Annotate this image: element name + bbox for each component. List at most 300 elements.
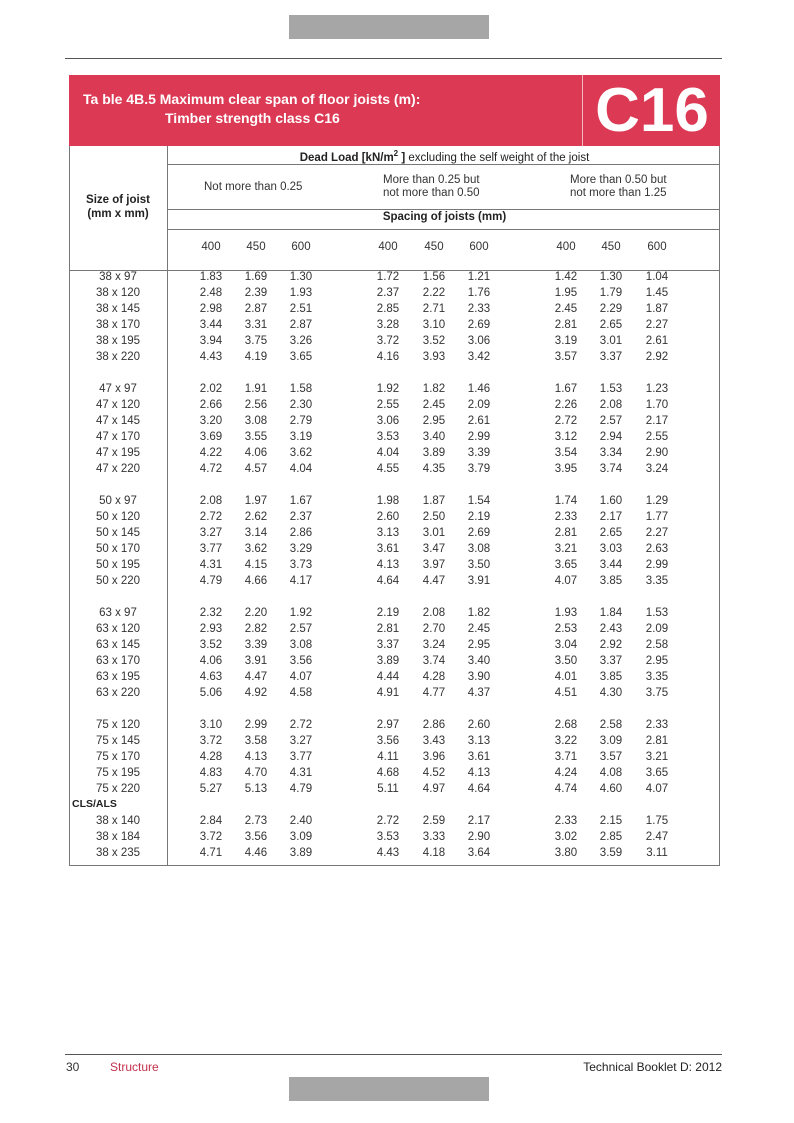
table-bottom-border bbox=[69, 865, 720, 866]
span-value: 4.77 bbox=[422, 687, 446, 699]
span-value: 3.08 bbox=[289, 639, 313, 651]
joist-size: 38 x 140 bbox=[95, 815, 141, 827]
table-title: Ta ble 4B.5 Maximum clear span of floor joists (m): bbox=[83, 91, 421, 107]
span-value: 4.97 bbox=[422, 783, 446, 795]
span-value: 2.65 bbox=[599, 319, 623, 331]
footer-rule bbox=[65, 1054, 722, 1055]
span-value: 4.47 bbox=[244, 671, 268, 683]
span-value: 4.13 bbox=[376, 559, 400, 571]
table-row bbox=[69, 846, 720, 862]
joist-size: 63 x 145 bbox=[95, 639, 141, 651]
span-value: 3.58 bbox=[244, 735, 268, 747]
span-value: 3.72 bbox=[199, 735, 223, 747]
load-range-header bbox=[570, 174, 667, 200]
cls-als-label: CLS/ALS bbox=[72, 798, 117, 810]
span-value: 5.11 bbox=[377, 783, 399, 795]
span-value: 2.62 bbox=[244, 511, 268, 523]
span-value: 3.89 bbox=[289, 847, 313, 859]
booklet-name: Technical Booklet D: 2012 bbox=[583, 1060, 722, 1074]
span-value: 2.79 bbox=[289, 415, 313, 427]
spacing-value: 600 bbox=[469, 241, 489, 253]
span-value: 4.18 bbox=[422, 847, 446, 859]
span-value: 1.54 bbox=[467, 495, 491, 507]
span-value: 2.81 bbox=[554, 527, 578, 539]
table-row bbox=[69, 430, 720, 446]
span-value: 2.86 bbox=[422, 719, 446, 731]
span-value: 3.13 bbox=[467, 735, 491, 747]
span-value: 2.27 bbox=[645, 319, 669, 331]
span-value: 3.74 bbox=[599, 463, 623, 475]
span-value: 5.06 bbox=[199, 687, 223, 699]
span-value: 4.43 bbox=[376, 847, 400, 859]
span-value: 1.97 bbox=[244, 495, 268, 507]
span-value: 3.62 bbox=[244, 543, 268, 555]
span-value: 3.40 bbox=[467, 655, 491, 667]
footer-placeholder-bar bbox=[289, 1077, 489, 1101]
span-value: 1.77 bbox=[645, 511, 669, 523]
joist-size: 38 x 120 bbox=[95, 287, 141, 299]
span-value: 4.19 bbox=[244, 351, 268, 363]
span-value: 2.50 bbox=[422, 511, 446, 523]
span-value: 1.72 bbox=[376, 271, 400, 283]
span-value: 3.43 bbox=[422, 735, 446, 747]
span-value: 4.22 bbox=[199, 447, 223, 459]
span-value: 3.09 bbox=[289, 831, 313, 843]
span-value: 3.28 bbox=[376, 319, 400, 331]
joist-size: 50 x 220 bbox=[95, 575, 141, 587]
span-value: 2.94 bbox=[599, 431, 623, 443]
span-value: 5.13 bbox=[244, 783, 268, 795]
span-value: 2.72 bbox=[289, 719, 313, 731]
span-value: 3.53 bbox=[376, 831, 400, 843]
table-row bbox=[69, 782, 720, 798]
span-value: 3.02 bbox=[554, 831, 578, 843]
table-row bbox=[69, 462, 720, 478]
span-value: 3.08 bbox=[467, 543, 491, 555]
load-range-line1: Not more than 0.25 bbox=[204, 181, 303, 193]
span-value: 2.68 bbox=[554, 719, 578, 731]
span-value: 4.31 bbox=[289, 767, 313, 779]
span-value: 4.47 bbox=[422, 575, 446, 587]
span-value: 3.73 bbox=[289, 559, 313, 571]
spacing-value: 450 bbox=[246, 241, 266, 253]
span-value: 4.68 bbox=[376, 767, 400, 779]
span-value: 4.13 bbox=[467, 767, 491, 779]
span-value: 3.54 bbox=[554, 447, 578, 459]
load-range-line1: More than 0.50 but bbox=[570, 174, 667, 186]
spacing-value: 600 bbox=[291, 241, 311, 253]
span-value: 3.21 bbox=[554, 543, 578, 555]
span-value: 3.91 bbox=[244, 655, 268, 667]
span-value: 3.80 bbox=[554, 847, 578, 859]
span-value: 2.92 bbox=[599, 639, 623, 651]
span-value: 2.22 bbox=[422, 287, 446, 299]
span-value: 1.93 bbox=[554, 607, 578, 619]
span-value: 4.06 bbox=[199, 655, 223, 667]
span-value: 2.33 bbox=[467, 303, 491, 315]
joist-size: 47 x 120 bbox=[95, 399, 141, 411]
span-value: 3.24 bbox=[645, 463, 669, 475]
table-row bbox=[69, 638, 720, 654]
span-value: 1.04 bbox=[645, 271, 669, 283]
span-value: 3.27 bbox=[289, 735, 313, 747]
span-value: 1.95 bbox=[554, 287, 578, 299]
size-header-line2: (mm x mm) bbox=[87, 208, 149, 220]
joist-size: 63 x 220 bbox=[95, 687, 141, 699]
span-value: 2.29 bbox=[599, 303, 623, 315]
span-value: 3.57 bbox=[554, 351, 578, 363]
span-value: 2.85 bbox=[376, 303, 400, 315]
span-value: 2.95 bbox=[467, 639, 491, 651]
table-row bbox=[69, 286, 720, 302]
span-value: 2.55 bbox=[376, 399, 400, 411]
group-label-row bbox=[69, 798, 720, 814]
span-value: 2.81 bbox=[376, 623, 400, 635]
span-value: 1.75 bbox=[645, 815, 669, 827]
span-value: 2.51 bbox=[289, 303, 313, 315]
span-value: 4.71 bbox=[199, 847, 223, 859]
joist-size: 75 x 120 bbox=[95, 719, 141, 731]
spacing-value: 400 bbox=[201, 241, 221, 253]
span-value: 2.61 bbox=[645, 335, 669, 347]
span-value: 4.44 bbox=[376, 671, 400, 683]
span-value: 2.37 bbox=[289, 511, 313, 523]
span-value: 2.09 bbox=[467, 399, 491, 411]
span-value: 4.24 bbox=[554, 767, 578, 779]
span-value: 2.59 bbox=[422, 815, 446, 827]
span-value: 4.11 bbox=[377, 751, 399, 763]
span-value: 2.17 bbox=[645, 415, 669, 427]
span-value: 4.83 bbox=[199, 767, 223, 779]
span-value: 4.37 bbox=[467, 687, 491, 699]
table-row bbox=[69, 398, 720, 414]
span-value: 2.17 bbox=[467, 815, 491, 827]
table-row bbox=[69, 382, 720, 398]
span-value: 2.81 bbox=[645, 735, 669, 747]
joist-size: 47 x 195 bbox=[95, 447, 141, 459]
dead-load-bold-end: ] bbox=[398, 151, 406, 164]
span-value: 4.13 bbox=[244, 751, 268, 763]
span-value: 4.46 bbox=[244, 847, 268, 859]
span-value: 3.65 bbox=[554, 559, 578, 571]
span-value: 4.04 bbox=[376, 447, 400, 459]
table-row bbox=[69, 606, 720, 622]
load-range-line1: More than 0.25 but bbox=[383, 174, 480, 186]
joist-size: 50 x 145 bbox=[95, 527, 141, 539]
span-value: 2.08 bbox=[422, 607, 446, 619]
span-value: 2.47 bbox=[645, 831, 669, 843]
table-row bbox=[69, 526, 720, 542]
span-value: 4.35 bbox=[422, 463, 446, 475]
span-value: 2.45 bbox=[422, 399, 446, 411]
spacing-value: 400 bbox=[556, 241, 576, 253]
span-value: 2.53 bbox=[554, 623, 578, 635]
span-value: 3.57 bbox=[599, 751, 623, 763]
span-value: 2.84 bbox=[199, 815, 223, 827]
section-name: Structure bbox=[110, 1060, 159, 1074]
span-value: 4.07 bbox=[645, 783, 669, 795]
span-value: 2.48 bbox=[199, 287, 223, 299]
span-value: 4.57 bbox=[244, 463, 268, 475]
span-value: 1.79 bbox=[599, 287, 623, 299]
span-value: 1.92 bbox=[376, 383, 400, 395]
span-value: 3.35 bbox=[645, 575, 669, 587]
span-value: 3.39 bbox=[467, 447, 491, 459]
span-value: 3.72 bbox=[199, 831, 223, 843]
span-value: 3.79 bbox=[467, 463, 491, 475]
span-value: 3.37 bbox=[599, 655, 623, 667]
table-row bbox=[69, 622, 720, 638]
joist-size: 50 x 170 bbox=[95, 543, 141, 555]
header-placeholder-bar bbox=[289, 15, 489, 39]
table-row bbox=[69, 654, 720, 670]
span-value: 2.19 bbox=[376, 607, 400, 619]
span-value: 1.98 bbox=[376, 495, 400, 507]
joist-size: 50 x 97 bbox=[99, 495, 137, 507]
span-value: 2.58 bbox=[645, 639, 669, 651]
span-value: 3.01 bbox=[422, 527, 446, 539]
span-value: 1.76 bbox=[467, 287, 491, 299]
joist-size: 75 x 145 bbox=[95, 735, 141, 747]
span-value: 2.60 bbox=[467, 719, 491, 731]
span-value: 3.34 bbox=[599, 447, 623, 459]
joist-size: 47 x 97 bbox=[99, 383, 137, 395]
header-rule bbox=[65, 58, 722, 59]
dead-load-bold: Dead Load [kN/m bbox=[299, 151, 394, 164]
span-value: 3.95 bbox=[554, 463, 578, 475]
joist-size: 47 x 145 bbox=[95, 415, 141, 427]
span-value: 2.56 bbox=[244, 399, 268, 411]
joist-size: 47 x 170 bbox=[95, 431, 141, 443]
span-value: 3.77 bbox=[199, 543, 223, 555]
span-value: 3.09 bbox=[599, 735, 623, 747]
span-value: 2.85 bbox=[599, 831, 623, 843]
table-row bbox=[69, 814, 720, 830]
span-value: 3.71 bbox=[554, 751, 578, 763]
joist-size: 75 x 220 bbox=[95, 783, 141, 795]
joist-size: 47 x 220 bbox=[95, 463, 141, 475]
table-row bbox=[69, 542, 720, 558]
span-value: 2.99 bbox=[467, 431, 491, 443]
joist-size: 38 x 184 bbox=[95, 831, 141, 843]
span-value: 2.37 bbox=[376, 287, 400, 299]
span-value: 1.46 bbox=[467, 383, 491, 395]
size-header-line1: Size of joist bbox=[86, 194, 150, 206]
span-value: 1.87 bbox=[645, 303, 669, 315]
span-value: 3.44 bbox=[199, 319, 223, 331]
span-value: 3.69 bbox=[199, 431, 223, 443]
span-value: 3.97 bbox=[422, 559, 446, 571]
span-value: 2.99 bbox=[244, 719, 268, 731]
span-value: 4.70 bbox=[244, 767, 268, 779]
span-value: 2.69 bbox=[467, 527, 491, 539]
span-value: 1.70 bbox=[645, 399, 669, 411]
joist-size: 63 x 120 bbox=[95, 623, 141, 635]
span-value: 3.21 bbox=[645, 751, 669, 763]
span-value: 1.84 bbox=[599, 607, 623, 619]
span-value: 2.98 bbox=[199, 303, 223, 315]
dead-load-note: excluding the self weight of the joist bbox=[405, 151, 590, 164]
table-row bbox=[69, 686, 720, 702]
span-value: 1.30 bbox=[289, 271, 313, 283]
joist-size: 63 x 170 bbox=[95, 655, 141, 667]
span-value: 3.14 bbox=[244, 527, 268, 539]
span-value: 2.97 bbox=[376, 719, 400, 731]
strength-class-code: C16 bbox=[595, 76, 709, 145]
span-value: 2.45 bbox=[467, 623, 491, 635]
span-value: 1.42 bbox=[554, 271, 578, 283]
span-value: 1.29 bbox=[645, 495, 669, 507]
joist-size: 38 x 195 bbox=[95, 335, 141, 347]
span-value: 1.82 bbox=[467, 607, 491, 619]
spacing-value: 450 bbox=[424, 241, 444, 253]
span-value: 2.55 bbox=[645, 431, 669, 443]
span-value: 3.96 bbox=[422, 751, 446, 763]
span-value: 3.89 bbox=[376, 655, 400, 667]
span-value: 3.85 bbox=[599, 575, 623, 587]
span-value: 4.91 bbox=[376, 687, 400, 699]
span-value: 2.95 bbox=[422, 415, 446, 427]
span-value: 4.04 bbox=[289, 463, 313, 475]
table-row bbox=[69, 318, 720, 334]
joist-size: 50 x 195 bbox=[95, 559, 141, 571]
span-value: 2.27 bbox=[645, 527, 669, 539]
span-value: 3.56 bbox=[376, 735, 400, 747]
span-value: 3.94 bbox=[199, 335, 223, 347]
span-value: 3.64 bbox=[467, 847, 491, 859]
span-value: 3.10 bbox=[199, 719, 223, 731]
span-value: 3.72 bbox=[376, 335, 400, 347]
span-value: 2.33 bbox=[645, 719, 669, 731]
span-value: 2.71 bbox=[422, 303, 446, 315]
span-value: 3.75 bbox=[645, 687, 669, 699]
span-value: 3.11 bbox=[646, 847, 668, 859]
span-value: 1.67 bbox=[289, 495, 313, 507]
span-value: 4.72 bbox=[199, 463, 223, 475]
span-value: 3.93 bbox=[422, 351, 446, 363]
page-number: 30 bbox=[66, 1060, 80, 1074]
span-value: 5.27 bbox=[199, 783, 223, 795]
span-value: 2.57 bbox=[289, 623, 313, 635]
span-value: 2.69 bbox=[467, 319, 491, 331]
table-row bbox=[69, 446, 720, 462]
table-row bbox=[69, 750, 720, 766]
span-value: 2.45 bbox=[554, 303, 578, 315]
table-row bbox=[69, 510, 720, 526]
load-range-rule bbox=[167, 209, 720, 210]
table-row bbox=[69, 302, 720, 318]
span-value: 2.63 bbox=[645, 543, 669, 555]
span-value: 2.90 bbox=[645, 447, 669, 459]
load-range-header bbox=[204, 181, 302, 194]
load-range-line2: not more than 0.50 bbox=[383, 187, 480, 199]
span-value: 3.27 bbox=[199, 527, 223, 539]
load-range-line2: not more than 1.25 bbox=[570, 187, 667, 199]
span-value: 3.50 bbox=[467, 559, 491, 571]
span-value: 2.32 bbox=[199, 607, 223, 619]
span-value: 2.57 bbox=[599, 415, 623, 427]
span-value: 2.70 bbox=[422, 623, 446, 635]
dead-load-header bbox=[169, 147, 720, 165]
span-value: 4.74 bbox=[554, 783, 578, 795]
span-value: 3.61 bbox=[376, 543, 400, 555]
span-value: 3.12 bbox=[554, 431, 578, 443]
table-body bbox=[69, 270, 720, 862]
span-value: 1.45 bbox=[645, 287, 669, 299]
span-value: 1.60 bbox=[599, 495, 623, 507]
size-column-header bbox=[69, 193, 167, 221]
span-value: 2.26 bbox=[554, 399, 578, 411]
span-value: 4.66 bbox=[244, 575, 268, 587]
span-value: 4.08 bbox=[599, 767, 623, 779]
span-value: 4.28 bbox=[422, 671, 446, 683]
table-subtitle: Timber strength class C16 bbox=[165, 110, 340, 126]
span-value: 2.81 bbox=[554, 319, 578, 331]
spacing-rule bbox=[167, 229, 720, 230]
span-value: 1.93 bbox=[289, 287, 313, 299]
span-value: 4.79 bbox=[289, 783, 313, 795]
span-value: 1.53 bbox=[645, 607, 669, 619]
span-value: 2.08 bbox=[199, 495, 223, 507]
span-value: 3.53 bbox=[376, 431, 400, 443]
span-value: 2.87 bbox=[244, 303, 268, 315]
span-value: 1.82 bbox=[422, 383, 446, 395]
span-value: 3.33 bbox=[422, 831, 446, 843]
span-value: 3.65 bbox=[645, 767, 669, 779]
dead-load-superscript: 2 bbox=[393, 149, 399, 158]
span-value: 3.47 bbox=[422, 543, 446, 555]
span-value: 3.44 bbox=[599, 559, 623, 571]
span-value: 2.09 bbox=[645, 623, 669, 635]
span-value: 2.15 bbox=[599, 815, 623, 827]
joist-size: 75 x 170 bbox=[95, 751, 141, 763]
span-value: 3.22 bbox=[554, 735, 578, 747]
span-value: 1.53 bbox=[599, 383, 623, 395]
span-value: 3.55 bbox=[244, 431, 268, 443]
table-row bbox=[69, 830, 720, 846]
span-value: 4.92 bbox=[244, 687, 268, 699]
span-value: 3.65 bbox=[289, 351, 313, 363]
span-value: 1.91 bbox=[244, 383, 268, 395]
span-value: 4.64 bbox=[376, 575, 400, 587]
span-value: 3.50 bbox=[554, 655, 578, 667]
span-value: 3.13 bbox=[376, 527, 400, 539]
table-title-panel bbox=[69, 75, 720, 146]
span-value: 3.10 bbox=[422, 319, 446, 331]
span-value: 3.06 bbox=[376, 415, 400, 427]
span-value: 3.77 bbox=[289, 751, 313, 763]
joist-size: 38 x 170 bbox=[95, 319, 141, 331]
span-value: 4.07 bbox=[554, 575, 578, 587]
joist-size: 38 x 145 bbox=[95, 303, 141, 315]
span-value: 1.83 bbox=[199, 271, 223, 283]
span-value: 2.33 bbox=[554, 511, 578, 523]
span-value: 3.52 bbox=[422, 335, 446, 347]
span-value: 4.01 bbox=[554, 671, 578, 683]
span-value: 2.33 bbox=[554, 815, 578, 827]
table-row bbox=[69, 334, 720, 350]
span-value: 4.51 bbox=[554, 687, 578, 699]
span-value: 2.82 bbox=[244, 623, 268, 635]
span-value: 2.65 bbox=[599, 527, 623, 539]
span-value: 3.29 bbox=[289, 543, 313, 555]
span-value: 3.35 bbox=[645, 671, 669, 683]
span-value: 4.64 bbox=[467, 783, 491, 795]
span-value: 4.06 bbox=[244, 447, 268, 459]
span-value: 2.66 bbox=[199, 399, 223, 411]
span-value: 4.79 bbox=[199, 575, 223, 587]
span-value: 2.92 bbox=[645, 351, 669, 363]
